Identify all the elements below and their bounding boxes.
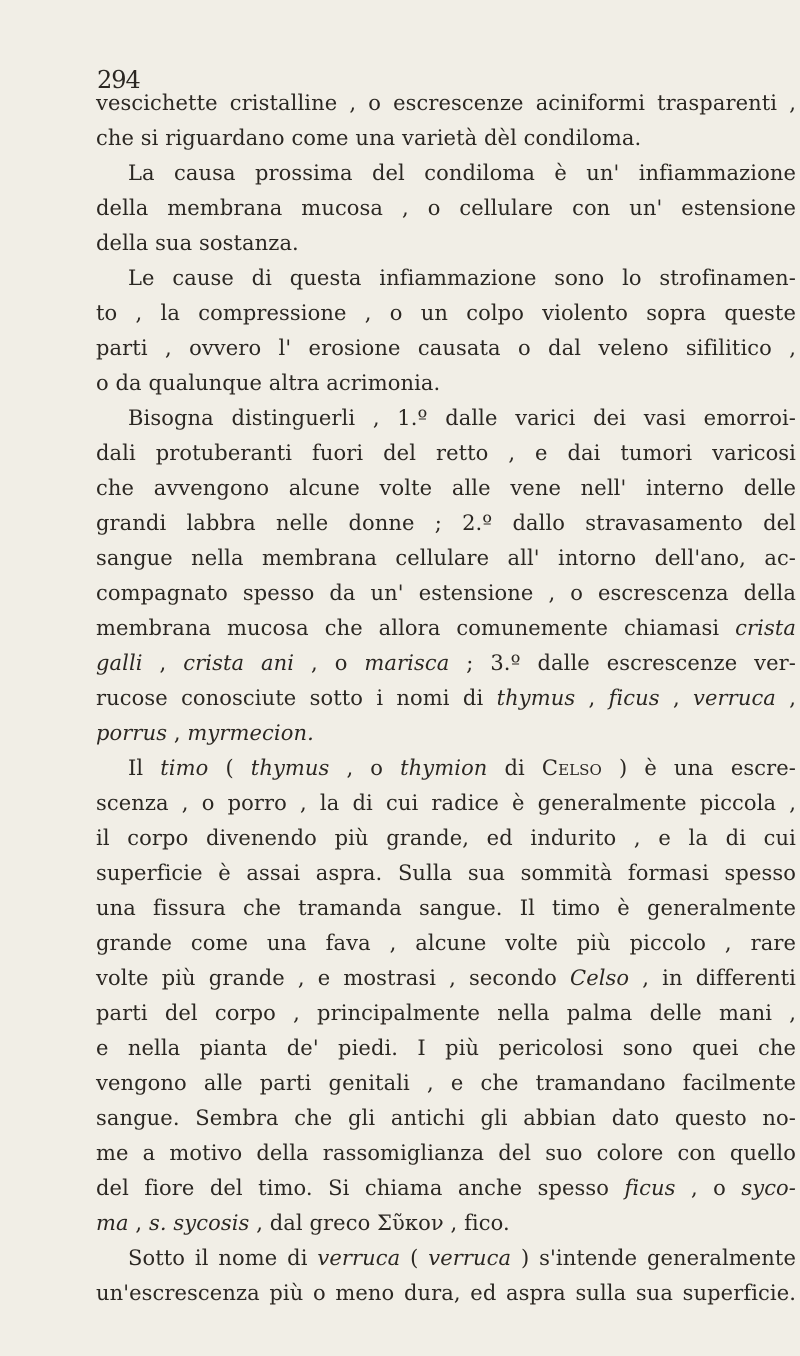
text-line — [96, 1101, 796, 1136]
text-line — [96, 366, 796, 401]
italic-term: s. — [148, 1211, 167, 1235]
text-line — [96, 436, 796, 471]
italic-term: thymion — [400, 756, 488, 780]
text-segment: me a motivo della rassomiglianza del suo colore con quello — [96, 1141, 796, 1165]
text-segment: della sua sostanza. — [96, 231, 299, 255]
italic-term: sycosis — [173, 1211, 250, 1235]
text-segment: una fissura che tramanda sangue. Il timo è generalmente — [96, 896, 796, 920]
text-segment: scenza , o porro , la di cui radice è generalmente piccola , — [96, 791, 796, 815]
italic-term: crista — [735, 616, 796, 640]
text-line — [96, 996, 796, 1031]
text-line — [96, 681, 796, 716]
italic-term: ficus — [624, 1176, 676, 1200]
italic-term: timo — [160, 756, 209, 780]
text-segment: La causa prossima del condiloma è un' infiammazione — [128, 161, 796, 185]
text-segment: che avvengono alcune volte alle vene nell' interno delle — [96, 476, 796, 500]
text-segment: vescichette cristalline , o escrescenze aciniformi trasparenti , — [96, 91, 796, 115]
text-segment: membrana mucosa che allora comunemente chiamasi — [96, 616, 736, 640]
text-segment: il corpo divenendo più grande, ed indurito , e la di cui — [96, 826, 796, 850]
text-line — [96, 226, 796, 261]
text-line — [96, 1136, 796, 1171]
italic-term: Celso — [570, 966, 630, 990]
text-segment: ( — [400, 1246, 429, 1270]
text-segment: parti del corpo , principalmente nella palma delle mani , — [96, 1001, 796, 1025]
text-line — [96, 156, 796, 191]
italic-term: verruca — [428, 1246, 512, 1270]
text-segment: vengono alle parti genitali , e che tramandano facilmente — [96, 1071, 796, 1095]
text-line — [96, 576, 796, 611]
text-segment: Sotto il nome di — [128, 1246, 318, 1270]
text-line — [96, 121, 796, 156]
text-segment: , dal greco Σῦκον , fico. — [249, 1211, 510, 1235]
italic-term: marisca — [364, 651, 450, 675]
text-segment: ; 3.º dalle escrescenze ver- — [449, 651, 796, 675]
italic-term: galli — [96, 651, 143, 675]
text-line — [96, 1171, 796, 1206]
text-line — [96, 1066, 796, 1101]
text-segment: della membrana mucosa , o cellulare con un' estensione — [96, 196, 796, 220]
text-line — [96, 611, 796, 646]
text-segment: , in differenti — [629, 966, 796, 990]
text-line — [96, 1206, 796, 1241]
italic-term: porrus — [96, 721, 168, 745]
text-line — [96, 751, 796, 786]
text-segment: di — [487, 756, 542, 780]
text-segment: grande come una fava , alcune volte più piccolo , rare — [96, 931, 796, 955]
text-line — [96, 506, 796, 541]
text-segment: , — [142, 651, 184, 675]
text-segment: del fiore del timo. Si chiama anche spesso — [96, 1176, 625, 1200]
italic-term: myrmecion. — [187, 721, 314, 745]
italic-term: crista ani — [183, 651, 295, 675]
text-segment: Bisogna distinguerli , 1.º dalle varici dei vasi emorroi- — [128, 406, 796, 430]
text-segment: , o — [675, 1176, 742, 1200]
text-line — [96, 191, 796, 226]
text-segment: che si riguardano come una varietà dèl condiloma. — [96, 126, 642, 150]
text-segment: , — [775, 686, 796, 710]
text-line — [96, 86, 796, 121]
text-line — [96, 1241, 796, 1276]
text-segment: , — [659, 686, 694, 710]
text-segment: dali protuberanti fuori del retto , e dai tumori varicosi — [96, 441, 796, 465]
text-segment: parti , ovvero l' erosione causata o dal veleno sifilitico , — [96, 336, 796, 360]
text-line — [96, 471, 796, 506]
italic-term: thymus — [496, 686, 576, 710]
text-segment: Le cause di questa infiammazione sono lo strofinamen- — [128, 266, 796, 290]
text-segment: ( — [208, 756, 251, 780]
text-line — [96, 1276, 796, 1311]
text-line — [96, 1031, 796, 1066]
text-line — [96, 926, 796, 961]
text-segment: un'escrescenza più o meno dura, ed aspra sulla sua superficie. — [96, 1281, 796, 1305]
text-segment: compagnato spesso da un' estensione , o escrescenza della — [96, 581, 796, 605]
text-line — [96, 786, 796, 821]
text-segment: , o — [329, 756, 401, 780]
text-line — [96, 821, 796, 856]
text-segment: volte più grande , e mostrasi , secondo — [96, 966, 571, 990]
italic-term: verruca — [693, 686, 776, 710]
author-name: Celso — [541, 756, 602, 780]
text-segment: rucose conosciute sotto i nomi di — [96, 686, 497, 710]
text-line — [96, 541, 796, 576]
italic-term: ma — [96, 1211, 129, 1235]
text-segment: ) s'intende generalmente — [511, 1246, 797, 1270]
text-segment: , — [167, 721, 188, 745]
text-line — [96, 401, 796, 436]
text-segment: sangue nella membrana cellulare all' intorno dell'ano, ac- — [96, 546, 796, 570]
text-segment: , o — [294, 651, 365, 675]
text-line — [96, 646, 796, 681]
text-segment: ) è una escre- — [601, 756, 796, 780]
text-line — [96, 331, 796, 366]
text-segment: o da qualunque altra acrimonia. — [96, 371, 441, 395]
text-segment: superficie è assai aspra. Sulla sua sommità formasi spesso — [96, 861, 796, 885]
italic-term: verruca — [317, 1246, 401, 1270]
italic-term: ficus — [608, 686, 660, 710]
text-line — [96, 716, 796, 751]
text-line — [96, 856, 796, 891]
italic-term: thymus — [250, 756, 330, 780]
body-text — [96, 86, 796, 1311]
page-number: 294 — [97, 66, 140, 94]
text-line — [96, 891, 796, 926]
text-line — [96, 296, 796, 331]
text-segment: to , la compressione , o un colpo violento sopra queste — [96, 301, 796, 325]
text-segment: sangue. Sembra che gli antichi gli abbian dato questo no- — [96, 1106, 796, 1130]
text-segment: e nella pianta de' piedi. I più pericolosi sono quei che — [96, 1036, 796, 1060]
text-segment: grandi labbra nelle donne ; 2.º dallo stravasamento del — [96, 511, 796, 535]
italic-term: syco- — [741, 1176, 796, 1200]
text-segment: Il — [128, 756, 161, 780]
text-line — [96, 261, 796, 296]
text-line — [96, 961, 796, 996]
text-segment: , — [128, 1211, 149, 1235]
text-segment: , — [575, 686, 609, 710]
